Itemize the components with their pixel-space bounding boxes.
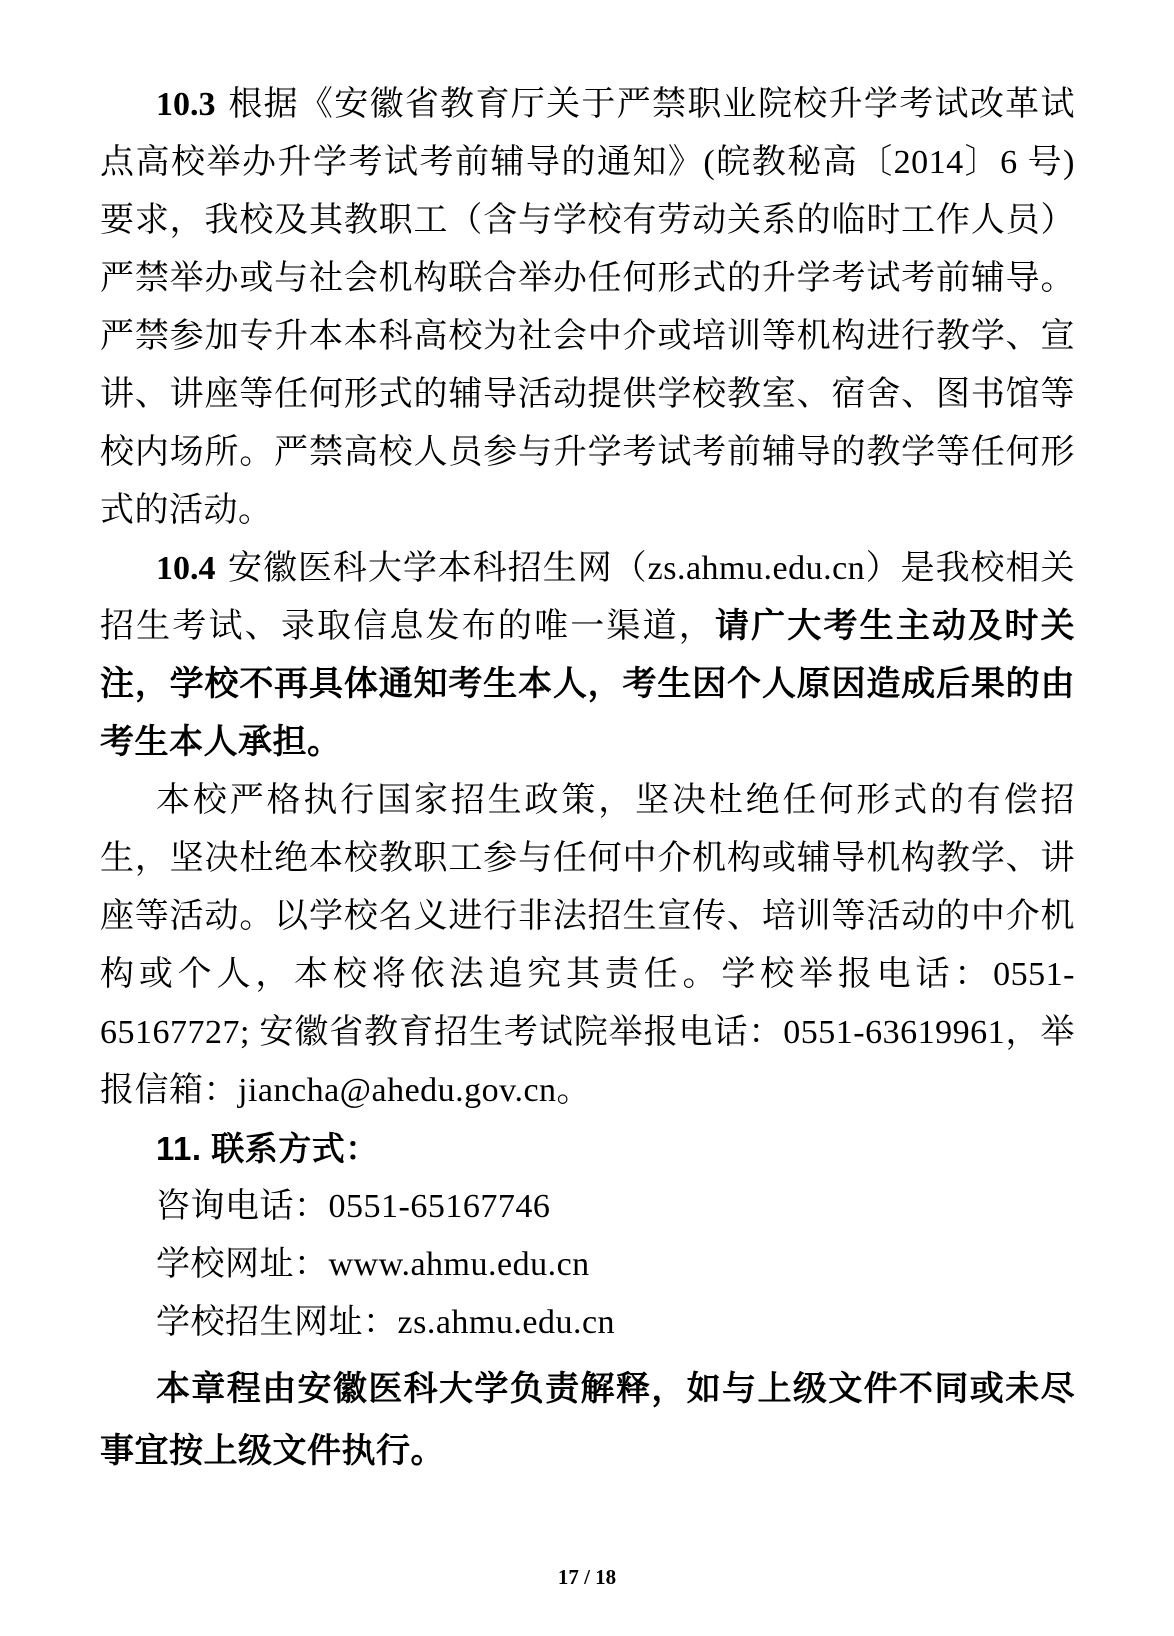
document-body: [100, 76, 1075, 1482]
contact-website-line: 学校网址：www.ahmu.edu.cn: [156, 1246, 590, 1283]
section-10-4-text-normal: 安徽医科大学本科招生网（zs.ahmu.edu.cn）是我校相关招生考试、录取信息发布的唯一渠道，: [100, 550, 1075, 645]
section-10-4-text-bold: 请广大考生主动及时关注，学校不再具体通知考生本人，考生因个人原因造成后果的由考生本人承担。: [100, 608, 1076, 761]
closing-paragraph: 本章程由安徽医科大学负责解释，如与上级文件不同或未尽事宜按上级文件执行。: [100, 1370, 1075, 1470]
page-number: 17 / 18: [557, 1565, 617, 1589]
section-10-3-text: 根据《安徽省教育厅关于严禁职业院校升学考试改革试点高校举办升学考试考前辅导的通知》(皖教秘高〔2014〕6 号)要求，我校及其教职工（含与学校有劳动关系的临时工作人员）严禁举办或与社会机构联合举办任何形式的升学考试考前辅导。严禁参加专升本本科高校为社会中介或培训等机构进行教学、宣讲、讲座等任何形式的辅导活动提供学校教室、宿舍、图书馆等校内场所。严禁高校人员参与升学考试考前辅导的教学等任何形式的活动。: [100, 86, 1075, 529]
section-10-3-number: 10.3: [156, 86, 216, 123]
section-11-heading: 11. 联系方式：: [156, 1130, 379, 1167]
contact-phone-line: 咨询电话：0551-65167746: [156, 1188, 551, 1225]
section-10-4-number: 10.4: [156, 550, 216, 587]
paragraph-policy: [100, 772, 1075, 1120]
paragraph-policy-text: 本校严格执行国家招生政策，坚决杜绝任何形式的有偿招生，坚决杜绝本校教职工参与任何中介机构或辅导机构教学、讲座等活动。以学校名义进行非法招生宣传、培训等活动的中介机构或个人，本校将依法追究其责任。学校举报电话：0551-65167727; 安徽省教育招生考试院举报电话：0551-63619961，举报信箱：jiancha@ahedu.gov.cn。: [100, 782, 1075, 1109]
contact-admissions-site-line: 学校招生网址：zs.ahmu.edu.cn: [156, 1304, 616, 1341]
paragraph-10-3: [100, 76, 1075, 540]
paragraph-10-4: [100, 540, 1075, 772]
page-footer: [0, 1565, 1174, 1590]
